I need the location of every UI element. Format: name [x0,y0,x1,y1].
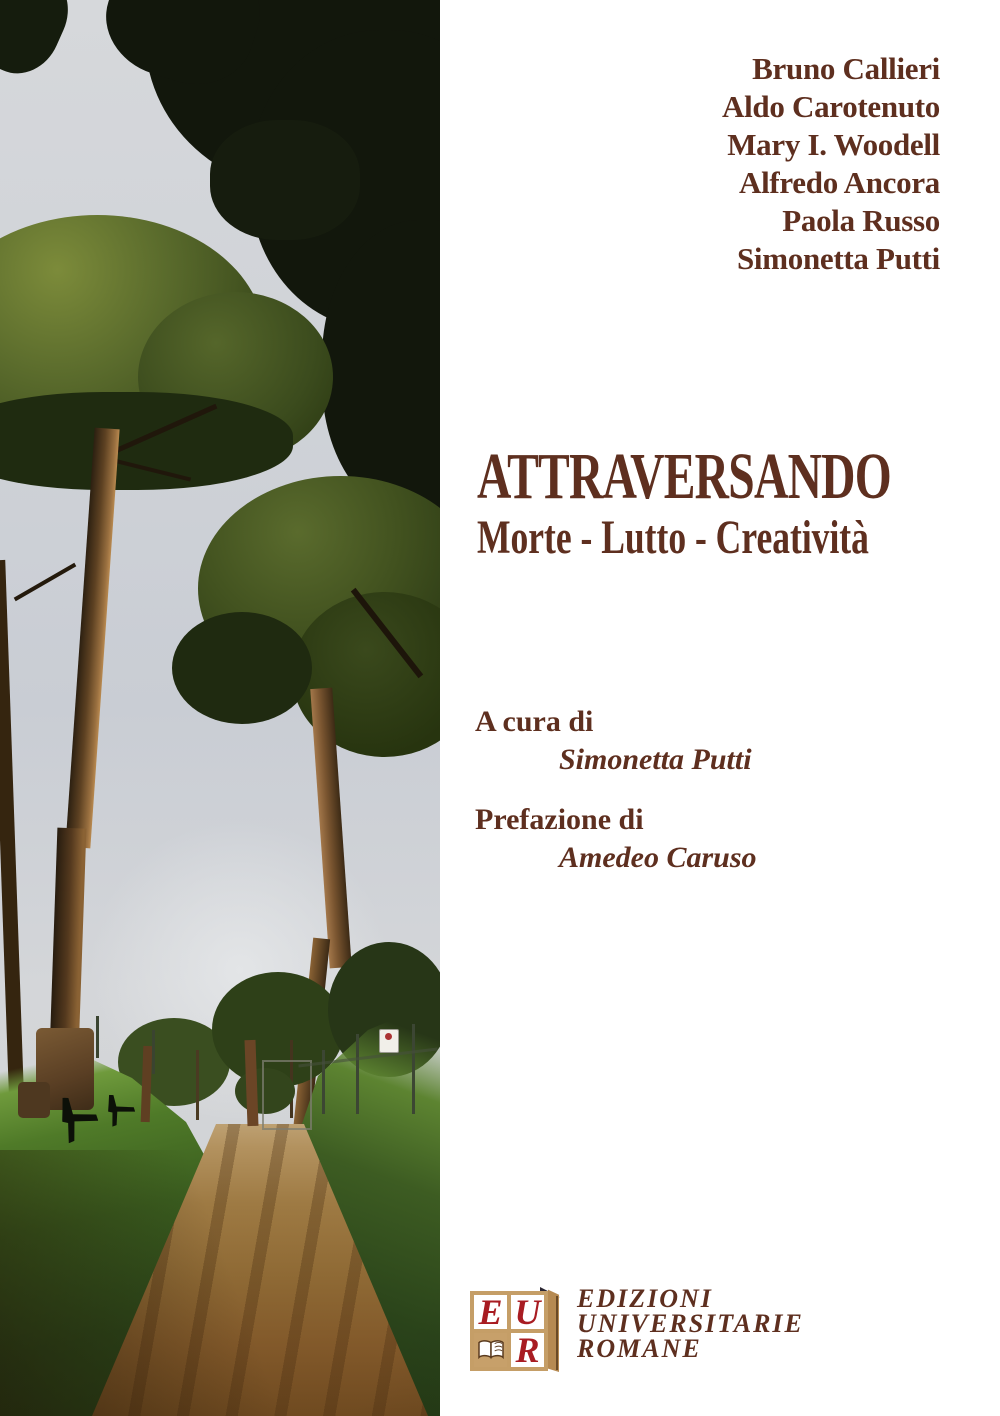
editor-label: A cura di [475,705,594,738]
editor-name: Simonetta Putti [559,743,752,776]
author-name: Mary I. Woodell [727,127,940,162]
logo-letter-u: U [514,1295,541,1329]
author-list [722,50,940,278]
cover-photo [0,0,440,1416]
logo-cell-r [511,1333,544,1367]
publisher-name-line: ROMANE [577,1334,702,1363]
preface-label: Prefazione di [475,803,644,836]
publisher-logo [470,1288,562,1374]
photo-vignette [0,0,440,1416]
logo-cell-u [511,1295,544,1329]
author-name: Simonetta Putti [736,241,940,276]
credits-block [475,704,757,878]
publisher-name [577,1286,804,1361]
author-name: Bruno Callieri [752,51,940,86]
open-book-icon [476,1338,506,1362]
logo-cell-book [474,1333,507,1367]
publisher-name-line: EDIZIONI [577,1284,713,1313]
logo-letter-r: R [515,1333,540,1367]
title-block [477,440,997,564]
publisher-name-line: UNIVERSITARIE [577,1309,804,1338]
spacer [475,780,757,802]
author-name: Paola Russo [782,203,940,238]
book-title: ATTRAVERSANDO [477,440,892,513]
author-name: Alfredo Ancora [738,165,940,200]
logo-front-face [470,1291,548,1371]
preface-name: Amedeo Caruso [559,841,757,874]
logo-book-side-edge [556,1296,558,1370]
logo-cell-e [474,1295,507,1329]
author-name: Aldo Carotenuto [722,89,940,124]
book-subtitle: Morte - Lutto - Creatività [477,511,869,564]
logo-letter-e: E [478,1295,503,1329]
